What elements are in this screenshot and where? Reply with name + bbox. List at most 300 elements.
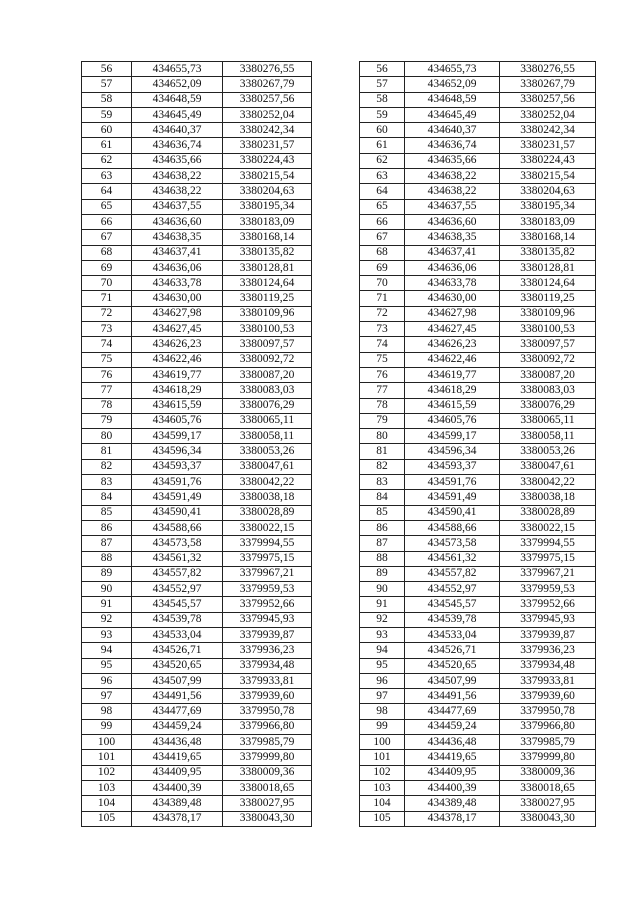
x-coordinate-left-cell: 434599,17 <box>132 429 223 444</box>
y-coordinate-left-cell: 3380124,64 <box>223 276 312 291</box>
x-coordinate-left-cell: 434636,74 <box>132 138 223 153</box>
point-number-left-cell: 73 <box>82 322 132 337</box>
y-coordinate-left-cell: 3380083,03 <box>223 383 312 398</box>
y-coordinate-right-cell: 3380215,54 <box>500 169 596 184</box>
y-coordinate-left-cell: 3379952,66 <box>223 597 312 612</box>
table-row <box>82 719 596 734</box>
x-coordinate-left-cell: 434545,57 <box>132 597 223 612</box>
y-coordinate-left-cell: 3379985,79 <box>223 735 312 750</box>
column-gap <box>312 444 360 459</box>
table-row <box>82 459 596 474</box>
y-coordinate-right-cell: 3380124,64 <box>500 276 596 291</box>
table-row <box>82 735 596 750</box>
y-coordinate-left-cell: 3379959,53 <box>223 582 312 597</box>
point-number-left-cell: 64 <box>82 184 132 199</box>
y-coordinate-right-cell: 3380257,56 <box>500 92 596 107</box>
x-coordinate-right-cell: 434645,49 <box>405 107 500 122</box>
x-coordinate-right-cell: 434627,45 <box>405 322 500 337</box>
y-coordinate-left-cell: 3380065,11 <box>223 413 312 428</box>
table-row <box>82 673 596 688</box>
point-number-left-cell: 98 <box>82 704 132 719</box>
y-coordinate-left-cell: 3380018,65 <box>223 780 312 795</box>
y-coordinate-left-cell: 3379945,93 <box>223 612 312 627</box>
point-number-left-cell: 68 <box>82 245 132 260</box>
y-coordinate-right-cell: 3380018,65 <box>500 780 596 795</box>
x-coordinate-right-cell: 434557,82 <box>405 566 500 581</box>
table-row <box>82 597 596 612</box>
point-number-left-cell: 61 <box>82 138 132 153</box>
x-coordinate-right-cell: 434640,37 <box>405 123 500 138</box>
point-number-left-cell: 92 <box>82 612 132 627</box>
table-row <box>82 107 596 122</box>
y-coordinate-left-cell: 3380252,04 <box>223 107 312 122</box>
point-number-left-cell: 71 <box>82 291 132 306</box>
x-coordinate-right-cell: 434596,34 <box>405 444 500 459</box>
y-coordinate-right-cell: 3379952,66 <box>500 597 596 612</box>
x-coordinate-right-cell: 434648,59 <box>405 92 500 107</box>
point-number-left-cell: 76 <box>82 367 132 382</box>
x-coordinate-right-cell: 434400,39 <box>405 780 500 795</box>
x-coordinate-left-cell: 434619,77 <box>132 367 223 382</box>
column-gap <box>312 367 360 382</box>
column-gap <box>312 383 360 398</box>
table-row <box>82 306 596 321</box>
point-number-left-cell: 60 <box>82 123 132 138</box>
y-coordinate-right-cell: 3379936,23 <box>500 643 596 658</box>
y-coordinate-right-cell: 3379959,53 <box>500 582 596 597</box>
y-coordinate-left-cell: 3380092,72 <box>223 352 312 367</box>
table-row <box>82 199 596 214</box>
point-number-right-cell: 60 <box>360 123 405 138</box>
y-coordinate-right-cell: 3379999,80 <box>500 750 596 765</box>
x-coordinate-left-cell: 434652,09 <box>132 77 223 92</box>
y-coordinate-left-cell: 3379975,15 <box>223 551 312 566</box>
table-row <box>82 750 596 765</box>
x-coordinate-right-cell: 434389,48 <box>405 796 500 811</box>
y-coordinate-right-cell: 3380231,57 <box>500 138 596 153</box>
y-coordinate-left-cell: 3379936,23 <box>223 643 312 658</box>
y-coordinate-right-cell: 3380083,03 <box>500 383 596 398</box>
point-number-right-cell: 95 <box>360 658 405 673</box>
column-gap <box>312 811 360 826</box>
point-number-right-cell: 90 <box>360 582 405 597</box>
point-number-left-cell: 70 <box>82 276 132 291</box>
point-number-left-cell: 87 <box>82 536 132 551</box>
y-coordinate-right-cell: 3380252,04 <box>500 107 596 122</box>
table-row <box>82 475 596 490</box>
x-coordinate-right-cell: 434655,73 <box>405 62 500 77</box>
y-coordinate-left-cell: 3380043,30 <box>223 811 312 826</box>
column-gap <box>312 627 360 642</box>
y-coordinate-right-cell: 3380224,43 <box>500 153 596 168</box>
table-row <box>82 322 596 337</box>
column-gap <box>312 689 360 704</box>
x-coordinate-left-cell: 434533,04 <box>132 627 223 642</box>
column-gap <box>312 337 360 352</box>
y-coordinate-right-cell: 3380100,53 <box>500 322 596 337</box>
point-number-right-cell: 98 <box>360 704 405 719</box>
x-coordinate-right-cell: 434491,56 <box>405 689 500 704</box>
x-coordinate-left-cell: 434605,76 <box>132 413 223 428</box>
point-number-right-cell: 84 <box>360 490 405 505</box>
table-row <box>82 765 596 780</box>
y-coordinate-left-cell: 3380022,15 <box>223 520 312 535</box>
table-row <box>82 811 596 826</box>
y-coordinate-right-cell: 3380053,26 <box>500 444 596 459</box>
point-number-right-cell: 72 <box>360 306 405 321</box>
column-gap <box>312 199 360 214</box>
table-row <box>82 551 596 566</box>
table-row <box>82 689 596 704</box>
x-coordinate-left-cell: 434590,41 <box>132 505 223 520</box>
y-coordinate-left-cell: 3380076,29 <box>223 398 312 413</box>
y-coordinate-left-cell: 3380047,61 <box>223 459 312 474</box>
point-number-left-cell: 99 <box>82 719 132 734</box>
column-gap <box>312 459 360 474</box>
x-coordinate-right-cell: 434545,57 <box>405 597 500 612</box>
x-coordinate-left-cell: 434400,39 <box>132 780 223 795</box>
column-gap <box>312 169 360 184</box>
table-row <box>82 413 596 428</box>
x-coordinate-right-cell: 434637,41 <box>405 245 500 260</box>
table-row <box>82 704 596 719</box>
point-number-left-cell: 84 <box>82 490 132 505</box>
x-coordinate-left-cell: 434378,17 <box>132 811 223 826</box>
y-coordinate-right-cell: 3380183,09 <box>500 214 596 229</box>
point-number-right-cell: 100 <box>360 735 405 750</box>
column-gap <box>312 582 360 597</box>
y-coordinate-right-cell: 3380065,11 <box>500 413 596 428</box>
x-coordinate-left-cell: 434588,66 <box>132 520 223 535</box>
x-coordinate-left-cell: 434591,49 <box>132 490 223 505</box>
point-number-left-cell: 97 <box>82 689 132 704</box>
column-gap <box>312 475 360 490</box>
point-number-left-cell: 91 <box>82 597 132 612</box>
y-coordinate-right-cell: 3380135,82 <box>500 245 596 260</box>
x-coordinate-left-cell: 434561,32 <box>132 551 223 566</box>
x-coordinate-right-cell: 434593,37 <box>405 459 500 474</box>
point-number-right-cell: 104 <box>360 796 405 811</box>
y-coordinate-left-cell: 3380242,34 <box>223 123 312 138</box>
x-coordinate-left-cell: 434638,22 <box>132 169 223 184</box>
x-coordinate-right-cell: 434599,17 <box>405 429 500 444</box>
table-row <box>82 92 596 107</box>
point-number-left-cell: 56 <box>82 62 132 77</box>
table-row <box>82 62 596 77</box>
x-coordinate-right-cell: 434520,65 <box>405 658 500 673</box>
y-coordinate-right-cell: 3380058,11 <box>500 429 596 444</box>
x-coordinate-left-cell: 434637,41 <box>132 245 223 260</box>
x-coordinate-right-cell: 434637,55 <box>405 199 500 214</box>
y-coordinate-left-cell: 3380128,81 <box>223 260 312 275</box>
x-coordinate-right-cell: 434526,71 <box>405 643 500 658</box>
x-coordinate-left-cell: 434638,22 <box>132 184 223 199</box>
x-coordinate-right-cell: 434436,48 <box>405 735 500 750</box>
table-row <box>82 658 596 673</box>
y-coordinate-left-cell: 3380042,22 <box>223 475 312 490</box>
table-row <box>82 214 596 229</box>
point-number-left-cell: 104 <box>82 796 132 811</box>
point-number-right-cell: 76 <box>360 367 405 382</box>
column-gap <box>312 276 360 291</box>
y-coordinate-left-cell: 3380204,63 <box>223 184 312 199</box>
point-number-left-cell: 86 <box>82 520 132 535</box>
y-coordinate-right-cell: 3380043,30 <box>500 811 596 826</box>
y-coordinate-left-cell: 3379939,60 <box>223 689 312 704</box>
point-number-left-cell: 65 <box>82 199 132 214</box>
point-number-left-cell: 94 <box>82 643 132 658</box>
y-coordinate-right-cell: 3379939,60 <box>500 689 596 704</box>
x-coordinate-right-cell: 434652,09 <box>405 77 500 92</box>
y-coordinate-left-cell: 3379934,48 <box>223 658 312 673</box>
table-row <box>82 276 596 291</box>
x-coordinate-left-cell: 434477,69 <box>132 704 223 719</box>
table-row <box>82 444 596 459</box>
column-gap <box>312 673 360 688</box>
point-number-right-cell: 57 <box>360 77 405 92</box>
point-number-right-cell: 62 <box>360 153 405 168</box>
y-coordinate-right-cell: 3380128,81 <box>500 260 596 275</box>
point-number-left-cell: 57 <box>82 77 132 92</box>
x-coordinate-left-cell: 434633,78 <box>132 276 223 291</box>
column-gap <box>312 306 360 321</box>
point-number-right-cell: 94 <box>360 643 405 658</box>
point-number-right-cell: 87 <box>360 536 405 551</box>
column-gap <box>312 291 360 306</box>
table-row <box>82 260 596 275</box>
column-gap <box>312 505 360 520</box>
coordinates-table <box>81 61 596 827</box>
column-gap <box>312 260 360 275</box>
x-coordinate-left-cell: 434520,65 <box>132 658 223 673</box>
column-gap <box>312 230 360 245</box>
point-number-left-cell: 75 <box>82 352 132 367</box>
x-coordinate-left-cell: 434596,34 <box>132 444 223 459</box>
x-coordinate-right-cell: 434378,17 <box>405 811 500 826</box>
y-coordinate-left-cell: 3380038,18 <box>223 490 312 505</box>
point-number-right-cell: 56 <box>360 62 405 77</box>
table-row <box>82 291 596 306</box>
column-gap <box>312 612 360 627</box>
y-coordinate-right-cell: 3379966,80 <box>500 719 596 734</box>
x-coordinate-right-cell: 434591,76 <box>405 475 500 490</box>
x-coordinate-right-cell: 434591,49 <box>405 490 500 505</box>
table-row <box>82 138 596 153</box>
point-number-left-cell: 93 <box>82 627 132 642</box>
point-number-left-cell: 101 <box>82 750 132 765</box>
table-row <box>82 536 596 551</box>
point-number-right-cell: 92 <box>360 612 405 627</box>
point-number-right-cell: 91 <box>360 597 405 612</box>
x-coordinate-right-cell: 434638,22 <box>405 184 500 199</box>
y-coordinate-left-cell: 3380267,79 <box>223 77 312 92</box>
x-coordinate-right-cell: 434615,59 <box>405 398 500 413</box>
y-coordinate-right-cell: 3380242,34 <box>500 123 596 138</box>
point-number-right-cell: 64 <box>360 184 405 199</box>
point-number-right-cell: 58 <box>360 92 405 107</box>
point-number-left-cell: 59 <box>82 107 132 122</box>
x-coordinate-right-cell: 434619,77 <box>405 367 500 382</box>
x-coordinate-left-cell: 434618,29 <box>132 383 223 398</box>
column-gap <box>312 138 360 153</box>
table-row <box>82 367 596 382</box>
point-number-right-cell: 65 <box>360 199 405 214</box>
column-gap <box>312 750 360 765</box>
x-coordinate-right-cell: 434507,99 <box>405 673 500 688</box>
x-coordinate-left-cell: 434636,06 <box>132 260 223 275</box>
x-coordinate-right-cell: 434588,66 <box>405 520 500 535</box>
point-number-right-cell: 82 <box>360 459 405 474</box>
y-coordinate-left-cell: 3380168,14 <box>223 230 312 245</box>
y-coordinate-left-cell: 3380135,82 <box>223 245 312 260</box>
y-coordinate-right-cell: 3379975,15 <box>500 551 596 566</box>
point-number-left-cell: 85 <box>82 505 132 520</box>
column-gap <box>312 658 360 673</box>
x-coordinate-left-cell: 434636,60 <box>132 214 223 229</box>
point-number-right-cell: 66 <box>360 214 405 229</box>
x-coordinate-left-cell: 434648,59 <box>132 92 223 107</box>
table-row <box>82 169 596 184</box>
y-coordinate-right-cell: 3380087,20 <box>500 367 596 382</box>
point-number-right-cell: 71 <box>360 291 405 306</box>
x-coordinate-left-cell: 434526,71 <box>132 643 223 658</box>
table-row <box>82 520 596 535</box>
column-gap <box>312 551 360 566</box>
point-number-left-cell: 80 <box>82 429 132 444</box>
x-coordinate-left-cell: 434655,73 <box>132 62 223 77</box>
y-coordinate-right-cell: 3380027,95 <box>500 796 596 811</box>
y-coordinate-right-cell: 3380028,89 <box>500 505 596 520</box>
x-coordinate-right-cell: 434533,04 <box>405 627 500 642</box>
x-coordinate-left-cell: 434552,97 <box>132 582 223 597</box>
point-number-left-cell: 79 <box>82 413 132 428</box>
x-coordinate-left-cell: 434436,48 <box>132 735 223 750</box>
y-coordinate-left-cell: 3380257,56 <box>223 92 312 107</box>
point-number-right-cell: 77 <box>360 383 405 398</box>
table-row <box>82 612 596 627</box>
point-number-left-cell: 89 <box>82 566 132 581</box>
point-number-left-cell: 66 <box>82 214 132 229</box>
column-gap <box>312 643 360 658</box>
x-coordinate-right-cell: 434635,66 <box>405 153 500 168</box>
y-coordinate-right-cell: 3380276,55 <box>500 62 596 77</box>
y-coordinate-left-cell: 3379933,81 <box>223 673 312 688</box>
column-gap <box>312 780 360 795</box>
y-coordinate-right-cell: 3379933,81 <box>500 673 596 688</box>
point-number-left-cell: 81 <box>82 444 132 459</box>
y-coordinate-left-cell: 3380087,20 <box>223 367 312 382</box>
y-coordinate-left-cell: 3380215,54 <box>223 169 312 184</box>
x-coordinate-left-cell: 434573,58 <box>132 536 223 551</box>
point-number-right-cell: 96 <box>360 673 405 688</box>
x-coordinate-right-cell: 434626,23 <box>405 337 500 352</box>
point-number-left-cell: 95 <box>82 658 132 673</box>
x-coordinate-left-cell: 434593,37 <box>132 459 223 474</box>
y-coordinate-right-cell: 3380038,18 <box>500 490 596 505</box>
point-number-left-cell: 96 <box>82 673 132 688</box>
point-number-right-cell: 102 <box>360 765 405 780</box>
point-number-right-cell: 59 <box>360 107 405 122</box>
table-row <box>82 352 596 367</box>
column-gap <box>312 490 360 505</box>
column-gap <box>312 214 360 229</box>
point-number-right-cell: 80 <box>360 429 405 444</box>
column-gap <box>312 92 360 107</box>
y-coordinate-right-cell: 3380119,25 <box>500 291 596 306</box>
point-number-right-cell: 70 <box>360 276 405 291</box>
column-gap <box>312 796 360 811</box>
y-coordinate-left-cell: 3380276,55 <box>223 62 312 77</box>
y-coordinate-left-cell: 3380027,95 <box>223 796 312 811</box>
point-number-right-cell: 101 <box>360 750 405 765</box>
x-coordinate-right-cell: 434636,60 <box>405 214 500 229</box>
point-number-left-cell: 102 <box>82 765 132 780</box>
y-coordinate-right-cell: 3380267,79 <box>500 77 596 92</box>
x-coordinate-right-cell: 434561,32 <box>405 551 500 566</box>
x-coordinate-left-cell: 434539,78 <box>132 612 223 627</box>
y-coordinate-left-cell: 3380028,89 <box>223 505 312 520</box>
point-number-left-cell: 103 <box>82 780 132 795</box>
x-coordinate-right-cell: 434477,69 <box>405 704 500 719</box>
y-coordinate-left-cell: 3379950,78 <box>223 704 312 719</box>
y-coordinate-left-cell: 3379939,87 <box>223 627 312 642</box>
table-row <box>82 780 596 795</box>
table-row <box>82 245 596 260</box>
table-row <box>82 643 596 658</box>
x-coordinate-right-cell: 434573,58 <box>405 536 500 551</box>
x-coordinate-right-cell: 434627,98 <box>405 306 500 321</box>
y-coordinate-right-cell: 3380168,14 <box>500 230 596 245</box>
y-coordinate-right-cell: 3380109,96 <box>500 306 596 321</box>
point-number-left-cell: 78 <box>82 398 132 413</box>
point-number-right-cell: 63 <box>360 169 405 184</box>
point-number-right-cell: 83 <box>360 475 405 490</box>
point-number-right-cell: 74 <box>360 337 405 352</box>
column-gap <box>312 735 360 750</box>
column-gap <box>312 153 360 168</box>
y-coordinate-right-cell: 3380092,72 <box>500 352 596 367</box>
x-coordinate-left-cell: 434630,00 <box>132 291 223 306</box>
x-coordinate-right-cell: 434636,06 <box>405 260 500 275</box>
coordinates-table-body <box>82 62 596 827</box>
point-number-left-cell: 62 <box>82 153 132 168</box>
column-gap <box>312 398 360 413</box>
y-coordinate-right-cell: 3380022,15 <box>500 520 596 535</box>
column-gap <box>312 123 360 138</box>
y-coordinate-left-cell: 3380058,11 <box>223 429 312 444</box>
y-coordinate-left-cell: 3380195,34 <box>223 199 312 214</box>
point-number-right-cell: 68 <box>360 245 405 260</box>
column-gap <box>312 245 360 260</box>
x-coordinate-left-cell: 434627,45 <box>132 322 223 337</box>
y-coordinate-right-cell: 3379994,55 <box>500 536 596 551</box>
point-number-left-cell: 63 <box>82 169 132 184</box>
point-number-right-cell: 89 <box>360 566 405 581</box>
column-gap <box>312 597 360 612</box>
table-row <box>82 505 596 520</box>
table-row <box>82 490 596 505</box>
y-coordinate-left-cell: 3380009,36 <box>223 765 312 780</box>
y-coordinate-right-cell: 3379985,79 <box>500 735 596 750</box>
y-coordinate-right-cell: 3379939,87 <box>500 627 596 642</box>
y-coordinate-left-cell: 3379967,21 <box>223 566 312 581</box>
y-coordinate-right-cell: 3379967,21 <box>500 566 596 581</box>
y-coordinate-left-cell: 3380053,26 <box>223 444 312 459</box>
y-coordinate-left-cell: 3380224,43 <box>223 153 312 168</box>
point-number-left-cell: 72 <box>82 306 132 321</box>
x-coordinate-left-cell: 434645,49 <box>132 107 223 122</box>
y-coordinate-left-cell: 3379966,80 <box>223 719 312 734</box>
